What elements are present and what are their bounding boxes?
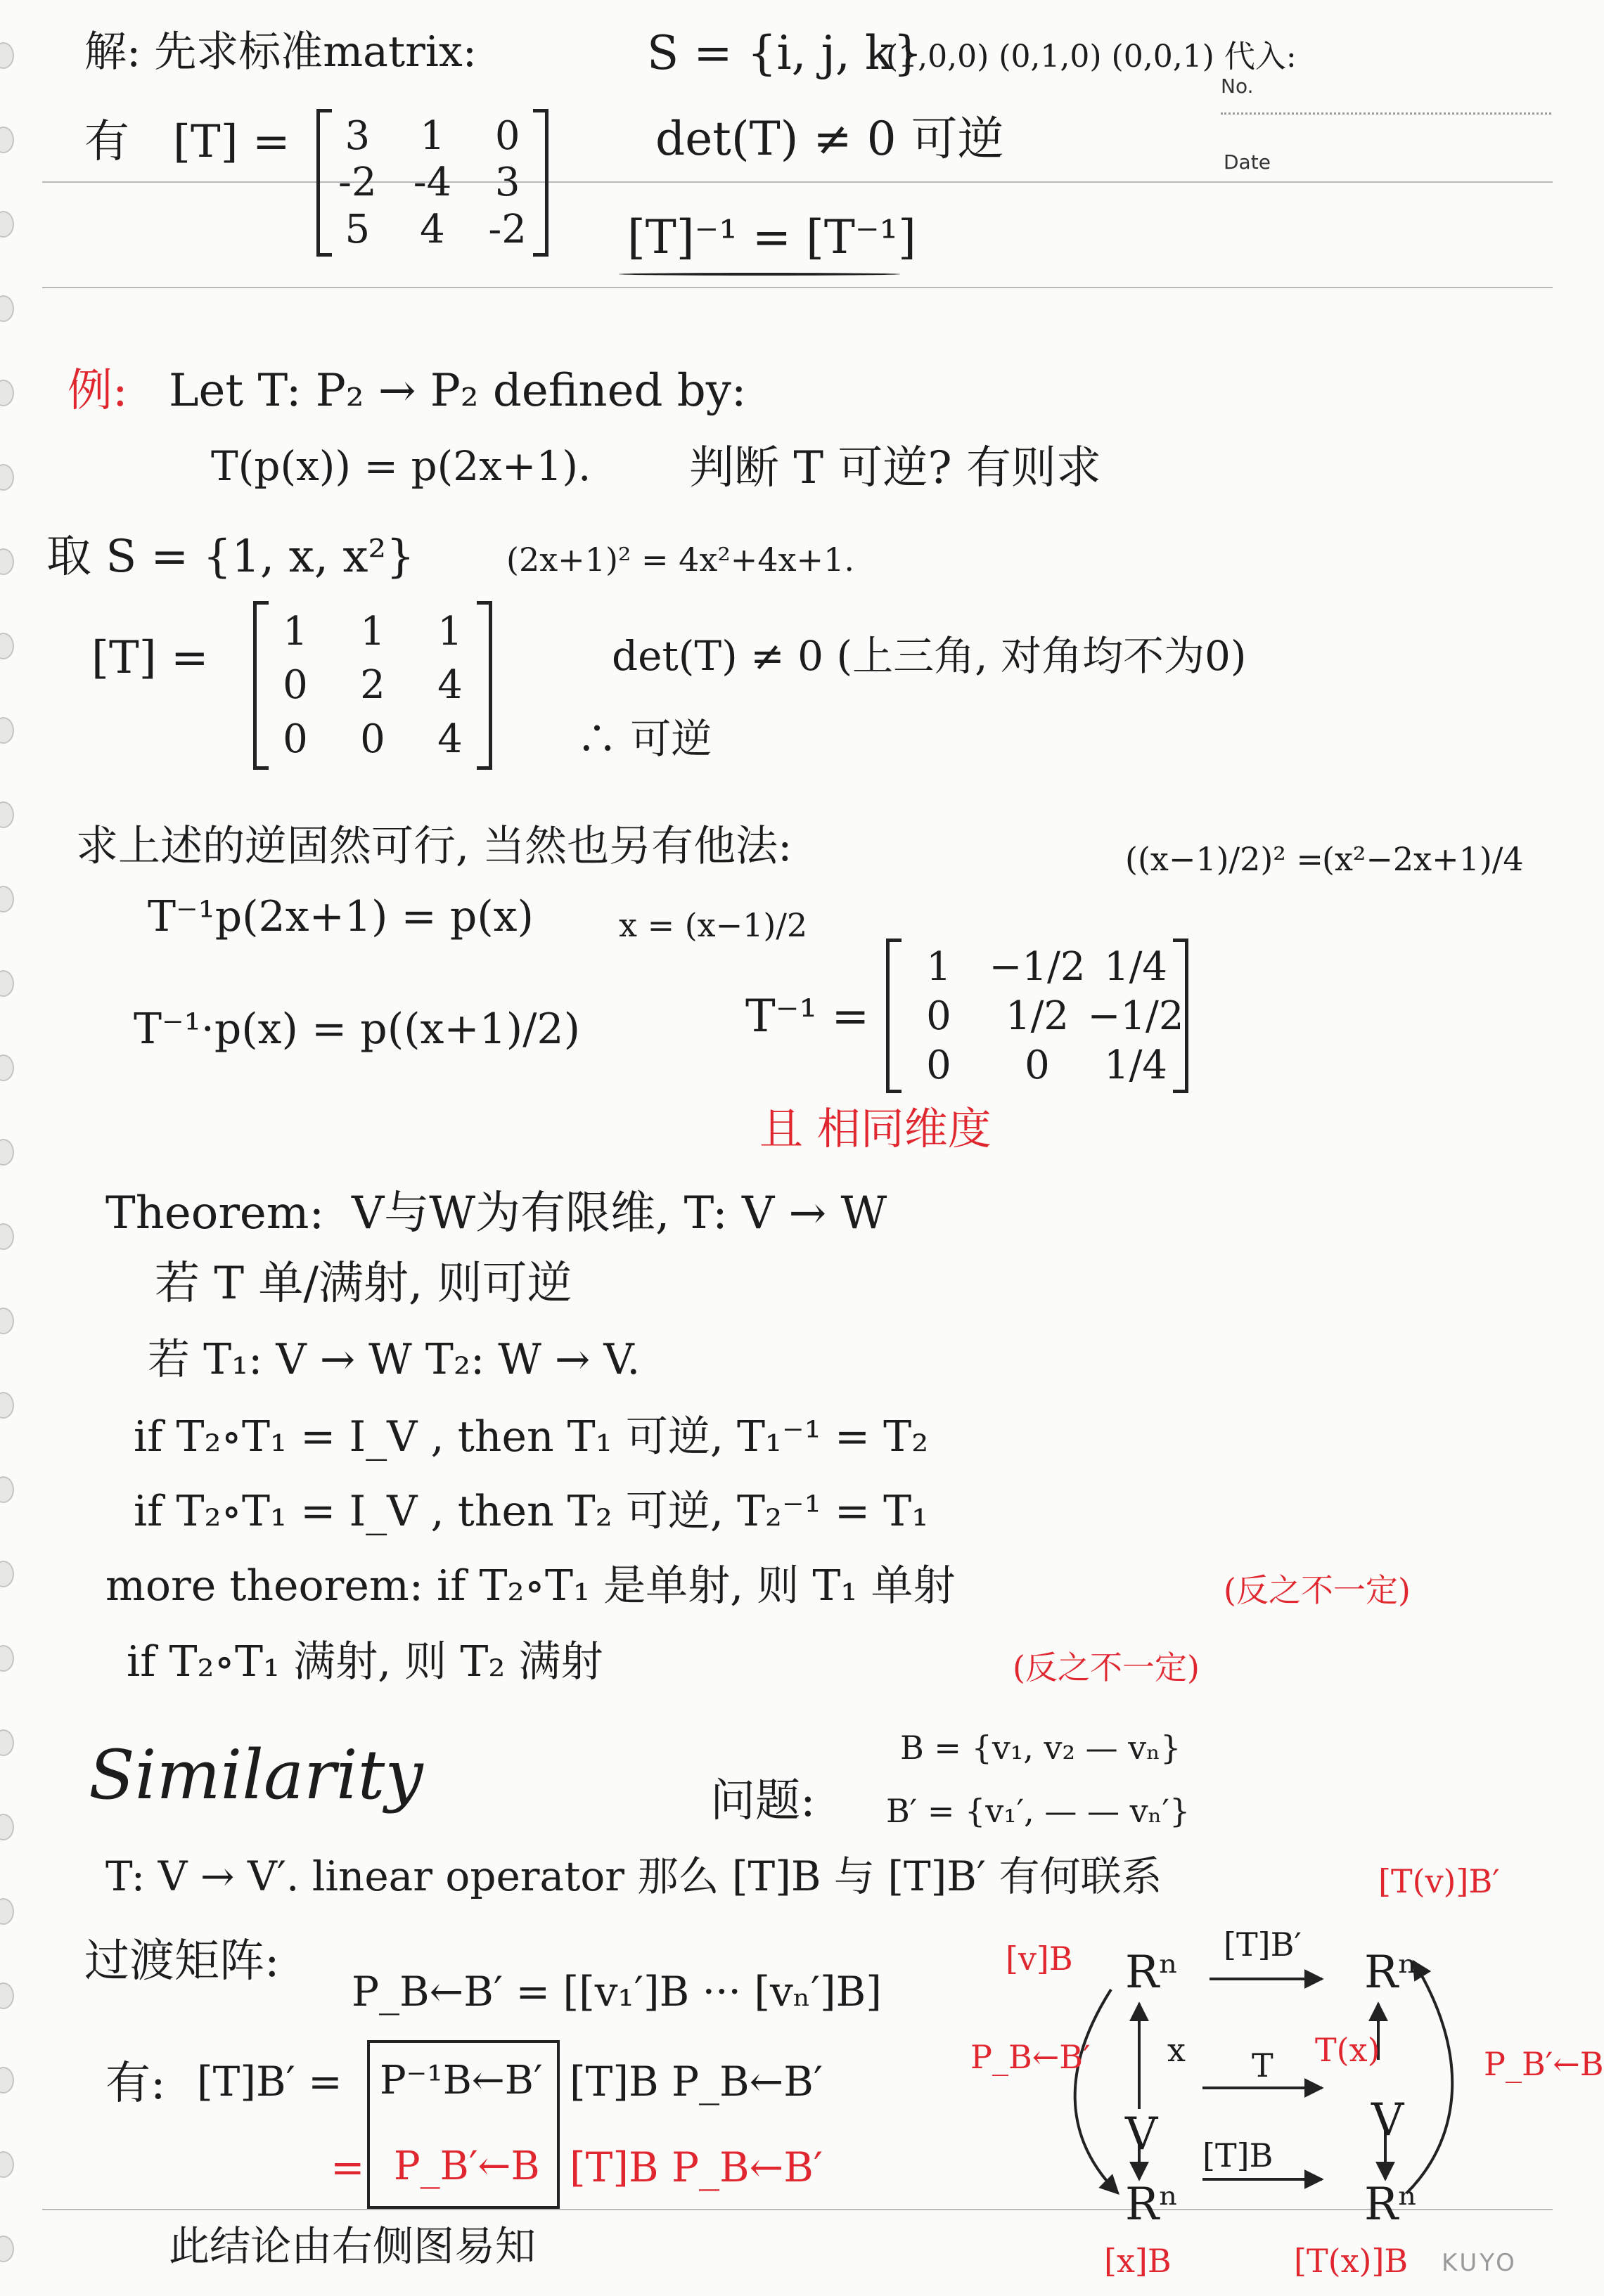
same-dimension-note: 且 相同维度 [759,1103,992,1154]
relation-have: 有: [105,2058,166,2110]
matrix-cell: 0 [926,993,951,1039]
matrix-cell: 0 [1025,1042,1050,1088]
method-note: 求上述的逆固然可行, 当然也另有他法: [76,822,793,871]
binding-hole [0,1139,14,1166]
matrix-cell: 1 [926,943,951,990]
diagram-red-PBpB: P_B′←B [1484,2045,1604,2083]
inverse-eq-2: T⁻¹·p(x) = p((x+1)/2) [134,1005,581,1054]
example-label: 例: [68,365,128,417]
binding-hole [0,1645,14,1672]
problem-label: 问题: [710,1775,816,1827]
binding-hole [0,717,14,744]
binding-hole [0,1392,14,1419]
ruled-line [42,287,1553,288]
det-note-top: det(T) ≠ 0 可逆 [655,112,1004,166]
binding-hole [0,42,14,69]
relation-2-box: P_B′←B [394,2143,540,2189]
header-no-label: No. [1221,75,1254,98]
binding-hole [0,1308,14,1334]
theorem-line-1: 若 T 单/满射, 则可逆 [155,1258,572,1310]
diagram-Rn-top-right: Rⁿ [1364,1947,1418,1999]
diagram-x: x [1167,2031,1186,2069]
matrix-cell: 0 [494,112,520,159]
example-let: Let T: P₂ → P₂ defined by: [169,365,747,417]
matrix-cell: 4 [420,207,445,253]
binding-hole [0,548,14,575]
diagram-TBp: [T]B′ [1224,1926,1302,1963]
matrix-cell: 1/4 [1103,1042,1168,1088]
diagram-red-xB: [x]B [1104,2242,1172,2280]
arrow-left-curve [1075,1989,1118,2193]
inverse-equality: [T]⁻¹ = [T⁻¹] [627,210,916,264]
matrix-cell: −1/2 [1087,993,1184,1039]
binding-hole [0,1223,14,1250]
Tinv-label: T⁻¹ = [745,991,870,1043]
similarity-title: Similarity [89,1736,423,1814]
binding-hole [0,1055,14,1081]
binding-hole [0,1729,14,1756]
binding-hole [0,2151,14,2178]
binding-hole [0,1814,14,1840]
binding-hole [0,801,14,828]
square-note-lhs: ((x−1)/2)² = [1125,840,1323,878]
diagram-T: T [1252,2046,1273,2084]
therefore-invertible: ∴ 可逆 [577,715,712,763]
matrix-cell: 1 [283,608,308,654]
matrix-T-standard [316,112,548,253]
binding-hole [0,1982,14,2009]
matrix-cell: 4 [437,716,463,763]
have-label: 有 [84,116,129,168]
transition-label: 过渡矩阵: [84,1935,280,1987]
take-basis: 取 S = {1, x, x²} [46,531,415,583]
det-note-example: det(T) ≠ 0 (上三角, 对角均不为0) [612,632,1247,680]
relation-2-rhs: [T]B P_B←B′ [570,2143,823,2191]
matrix-cell: 3 [345,112,371,159]
diagram-V-left: V [1125,2108,1158,2160]
matrix-cell: 1/2 [1005,993,1070,1039]
header-date-label: Date [1224,150,1271,174]
binding-hole [0,211,14,238]
binding-hole [0,2236,14,2262]
basis-eq: S = {i, j, k} [647,26,923,80]
matrix-cell: 3 [494,160,520,206]
theorem-line-4: if T₂∘T₁ = I_V , then T₂ 可逆, T₂⁻¹ = T₁ [134,1487,929,1536]
theorem-title: Theorem: [105,1187,325,1239]
inverse-eq-1: T⁻¹p(2x+1) = p(x) [148,892,534,941]
binding-hole [0,380,14,406]
matrix-cell: 2 [360,662,385,709]
diagram-red-vB: [v]B [1006,1940,1073,1978]
operator-question: T: V → V′. linear operator 那么 [T]B 与 [T]B′ 有何联系 [105,1852,1162,1900]
matrix-cell: 1 [360,608,385,654]
binding-holes [0,0,28,2296]
T-matrix-label-2: [T] = [91,632,209,684]
solve-intro: 解: 先求标准matrix: [84,27,477,77]
binding-hole [0,1898,14,1925]
binding-hole [0,970,14,997]
commutative-diagram [970,1884,1604,2292]
theorem-premise: V与W为有限维, T: V → W [352,1187,887,1239]
basis-Bprime-def: B′ = {v₁′, — — vₙ′} [886,1792,1191,1830]
theorem-line-3: if T₂∘T₁ = I_V , then T₁ 可逆, T₁⁻¹ = T₂ [134,1412,929,1462]
binding-hole [0,1561,14,1587]
brand-watermark: KUYO [1442,2249,1518,2277]
example-question: 判断 T 可逆? 有则求 [689,442,1102,494]
binding-hole [0,295,14,322]
diagram-TB: [T]B [1202,2136,1273,2174]
more-theorem: more theorem: if T₂∘T₁ 是单射, 则 T₁ 单射 [105,1561,956,1611]
matrix-cell: 4 [437,662,463,709]
square-note-rhs: (x²−2x+1)/4 [1322,840,1524,878]
example-definition: T(p(x)) = p(2x+1). [211,442,591,490]
matrix-cell: -4 [413,160,452,206]
diagram-V-right: V [1371,2094,1404,2146]
matrix-cell: 0 [926,1042,951,1088]
matrix-T-inverse [886,942,1188,1090]
matrix-cell: 0 [360,716,385,763]
binding-hole [0,464,14,491]
relation-1-rhs: [T]B P_B←B′ [570,2058,823,2105]
diagram-PBB: P_B←B′ [970,2038,1091,2076]
matrix-cell: 5 [345,207,371,253]
matrix-T-example [253,605,492,766]
conclusion-note: 此结论由右侧图易知 [169,2222,537,2270]
converse-note-2: (反之不一定) [1013,1649,1200,1686]
matrix-cell: 1 [437,608,463,654]
converse-note-1: (反之不一定) [1224,1571,1411,1609]
expand-square: (2x+1)² = 4x²+4x+1. [506,541,854,579]
substitute-x: x = (x−1)/2 [619,906,808,944]
diagram-Rn-bottom-left: Rⁿ [1125,2179,1179,2231]
basis-B-def: B = {v₁, v₂ — vₙ} [900,1729,1181,1767]
matrix-cell: 1 [420,112,445,159]
matrix-cell: −1/2 [989,943,1086,990]
basis-substitution: (1,0,0) (0,1,0) (0,0,1) 代入: [886,39,1297,75]
binding-hole [0,633,14,659]
ruled-line [42,181,1553,183]
diagram-Tx: T(x) [1315,2031,1380,2069]
matrix-cell: 0 [283,716,308,763]
relation-1-lhs: [T]B′ = [197,2058,342,2105]
relation-1-box: P⁻¹B←B′ [380,2058,543,2103]
underline-swash [619,273,900,276]
matrix-cell: -2 [488,207,527,253]
matrix-cell: -2 [338,160,377,206]
binding-hole [0,127,14,153]
matrix-cell: 1/4 [1103,943,1168,990]
red-TvB-note: [T(v)]B′ [1378,1862,1500,1900]
diagram-Rn-top-left: Rⁿ [1125,1947,1179,1999]
matrix-cell: 0 [283,662,308,709]
transition-matrix-def: P_B←B′ = [[v₁′]B ··· [vₙ′]B] [352,1968,882,2016]
theorem-line-5: if T₂∘T₁ 满射, 则 T₂ 满射 [127,1637,603,1686]
binding-hole [0,2067,14,2094]
diagram-red-TxB: [T(x)]B [1294,2242,1409,2280]
T-matrix-label: [T] = [173,116,290,168]
binding-hole [0,886,14,912]
binding-hole [0,1476,14,1503]
diagram-Rn-bottom-right: Rⁿ [1364,2179,1418,2231]
relation-2-eq: = [331,2143,365,2191]
header-no-line [1221,112,1551,115]
theorem-line-2: 若 T₁: V → W T₂: W → V. [148,1335,641,1384]
